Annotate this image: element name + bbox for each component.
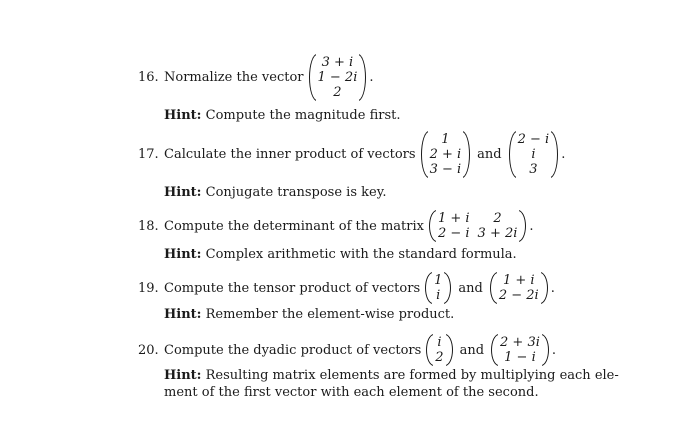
hint-19: [164, 306, 454, 323]
period: .: [551, 342, 557, 358]
vector-entry: 2 − 2i: [498, 288, 539, 303]
vector-entry: 3 + i: [321, 55, 354, 70]
right-paren: [541, 272, 548, 304]
matrix-2x2: [429, 210, 526, 242]
problem-16-statement: [138, 54, 374, 101]
column-vector-a: [421, 131, 471, 178]
left-paren: [429, 210, 436, 242]
conjunction: and: [477, 147, 502, 162]
left-paren: [425, 272, 432, 304]
vector-entry: 1: [434, 273, 443, 288]
period: .: [561, 147, 566, 162]
period: .: [369, 70, 374, 85]
right-paren: [519, 210, 526, 242]
column-vector: [309, 54, 367, 101]
conjunction: and: [458, 280, 483, 296]
hint-17: [164, 184, 386, 201]
hint-text-line-1: Resulting matrix elements are formed by multiplying each ele-: [205, 368, 619, 383]
problem-text: Compute the tensor product of vectors: [164, 280, 421, 296]
hint-text-line-2: ment of the first vector with each element of the second.: [164, 385, 539, 400]
hint-label: Hint:: [164, 108, 202, 123]
right-paren: [463, 131, 470, 178]
column-vector-b: [490, 272, 548, 304]
problem-number: 18.: [138, 218, 159, 234]
left-paren: [490, 272, 497, 304]
problem-17-statement: [138, 131, 565, 178]
problem-number: 20.: [138, 342, 159, 358]
problem-text: Compute the determinant of the matrix: [164, 218, 424, 234]
left-paren: [309, 54, 316, 101]
problem-number: 16.: [138, 70, 159, 85]
hint-20: [164, 367, 619, 401]
hint-text: Complex arithmetic with the standard formula.: [205, 247, 517, 262]
period: .: [550, 280, 555, 296]
vector-entry: i: [531, 147, 536, 162]
vector-entry: 2 + 3i: [500, 335, 540, 350]
right-paren: [359, 54, 366, 101]
problem-number: 19.: [138, 280, 159, 296]
vector-entry: 1: [441, 132, 450, 147]
left-paren: [426, 334, 433, 366]
problem-18-statement: [138, 210, 534, 242]
matrix-entry: 1 + i: [437, 211, 470, 226]
right-paren: [542, 334, 549, 366]
problem-number: 17.: [138, 147, 159, 162]
right-paren: [446, 334, 453, 366]
problem-19: [138, 272, 555, 304]
problem-16: [138, 54, 374, 101]
hint-18: [164, 246, 517, 263]
problem-text: Calculate the inner product of vectors: [164, 147, 416, 162]
vector-entry: 2: [333, 85, 342, 100]
problem-20: [138, 334, 556, 366]
vector-entry: 1 − 2i: [317, 70, 358, 85]
right-paren: [551, 131, 558, 178]
problem-19-statement: [138, 272, 555, 304]
hint-text: Conjugate transpose is key.: [205, 185, 387, 200]
problem-17: [138, 131, 565, 178]
vector-entry: i: [436, 288, 441, 303]
column-vector-b: [509, 131, 559, 178]
problem-text: Normalize the vector: [164, 70, 304, 85]
problem-18: [138, 210, 534, 242]
vector-entry: 3: [529, 162, 538, 177]
column-vector-a: [425, 272, 451, 304]
vector-entry: 2 + i: [429, 147, 462, 162]
vector-entry: 1 − i: [504, 350, 536, 365]
right-paren: [444, 272, 451, 304]
vector-entry: 2: [435, 350, 444, 365]
left-paren: [421, 131, 428, 178]
problem-20-statement: [138, 334, 556, 366]
matrix-entry: 3 + 2i: [477, 226, 518, 241]
hint-label: Hint:: [164, 185, 202, 200]
problem-text: Compute the dyadic product of vectors: [164, 342, 422, 358]
hint-text: Remember the element-wise product.: [205, 307, 455, 322]
period: .: [529, 218, 534, 234]
column-vector-b: [491, 334, 549, 366]
matrix-entry: 2 − i: [437, 226, 470, 241]
vector-entry: 3 − i: [429, 162, 462, 177]
hint-label: Hint:: [164, 368, 202, 383]
vector-entry: 1 + i: [502, 273, 535, 288]
hint-label: Hint:: [164, 307, 202, 322]
left-paren: [491, 334, 498, 366]
column-vector-a: [426, 334, 452, 366]
matrix-entry: 2: [493, 211, 502, 226]
vector-entry: i: [437, 335, 442, 350]
left-paren: [509, 131, 516, 178]
conjunction: and: [459, 342, 485, 358]
hint-16: [164, 107, 400, 124]
hint-label: Hint:: [164, 247, 202, 262]
vector-entry: 2 − i: [517, 132, 550, 147]
hint-text: Compute the magnitude first.: [205, 108, 401, 123]
